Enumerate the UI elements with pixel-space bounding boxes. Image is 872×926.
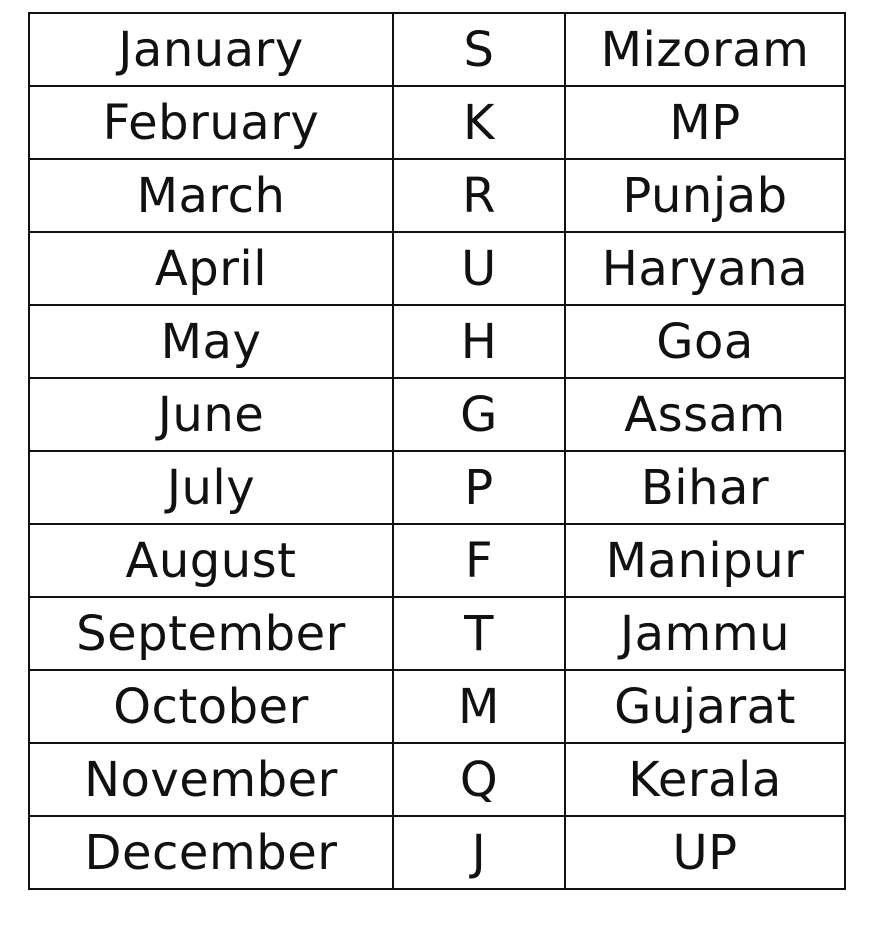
data-table bbox=[28, 12, 846, 890]
state-cell: Gujarat bbox=[565, 670, 845, 743]
month-cell: April bbox=[29, 232, 393, 305]
state-cell: Mizoram bbox=[565, 13, 845, 86]
letter-cell: M bbox=[393, 670, 565, 743]
letter-cell: Q bbox=[393, 743, 565, 816]
state-cell: Kerala bbox=[565, 743, 845, 816]
letter-cell: T bbox=[393, 597, 565, 670]
month-cell: September bbox=[29, 597, 393, 670]
state-cell: Goa bbox=[565, 305, 845, 378]
table-row bbox=[29, 378, 845, 451]
table-row bbox=[29, 451, 845, 524]
month-cell: June bbox=[29, 378, 393, 451]
table-row bbox=[29, 305, 845, 378]
state-cell: Punjab bbox=[565, 159, 845, 232]
letter-cell: H bbox=[393, 305, 565, 378]
month-cell: January bbox=[29, 13, 393, 86]
table-body bbox=[29, 13, 845, 889]
month-cell: July bbox=[29, 451, 393, 524]
month-cell: August bbox=[29, 524, 393, 597]
state-cell: MP bbox=[565, 86, 845, 159]
state-cell: Bihar bbox=[565, 451, 845, 524]
table-row bbox=[29, 816, 845, 889]
month-cell: February bbox=[29, 86, 393, 159]
state-cell: UP bbox=[565, 816, 845, 889]
month-cell: May bbox=[29, 305, 393, 378]
letter-cell: U bbox=[393, 232, 565, 305]
month-cell: November bbox=[29, 743, 393, 816]
letter-cell: S bbox=[393, 13, 565, 86]
state-cell: Jammu bbox=[565, 597, 845, 670]
state-cell: Assam bbox=[565, 378, 845, 451]
table-row bbox=[29, 743, 845, 816]
table-row bbox=[29, 86, 845, 159]
month-cell: December bbox=[29, 816, 393, 889]
letter-cell: F bbox=[393, 524, 565, 597]
letter-cell: P bbox=[393, 451, 565, 524]
table-row bbox=[29, 524, 845, 597]
month-cell: March bbox=[29, 159, 393, 232]
letter-cell: J bbox=[393, 816, 565, 889]
table-row bbox=[29, 597, 845, 670]
table-row bbox=[29, 159, 845, 232]
state-cell: Manipur bbox=[565, 524, 845, 597]
month-cell: October bbox=[29, 670, 393, 743]
table-row bbox=[29, 670, 845, 743]
table-row bbox=[29, 232, 845, 305]
state-cell: Haryana bbox=[565, 232, 845, 305]
letter-cell: K bbox=[393, 86, 565, 159]
letter-cell: R bbox=[393, 159, 565, 232]
letter-cell: G bbox=[393, 378, 565, 451]
table-row bbox=[29, 13, 845, 86]
